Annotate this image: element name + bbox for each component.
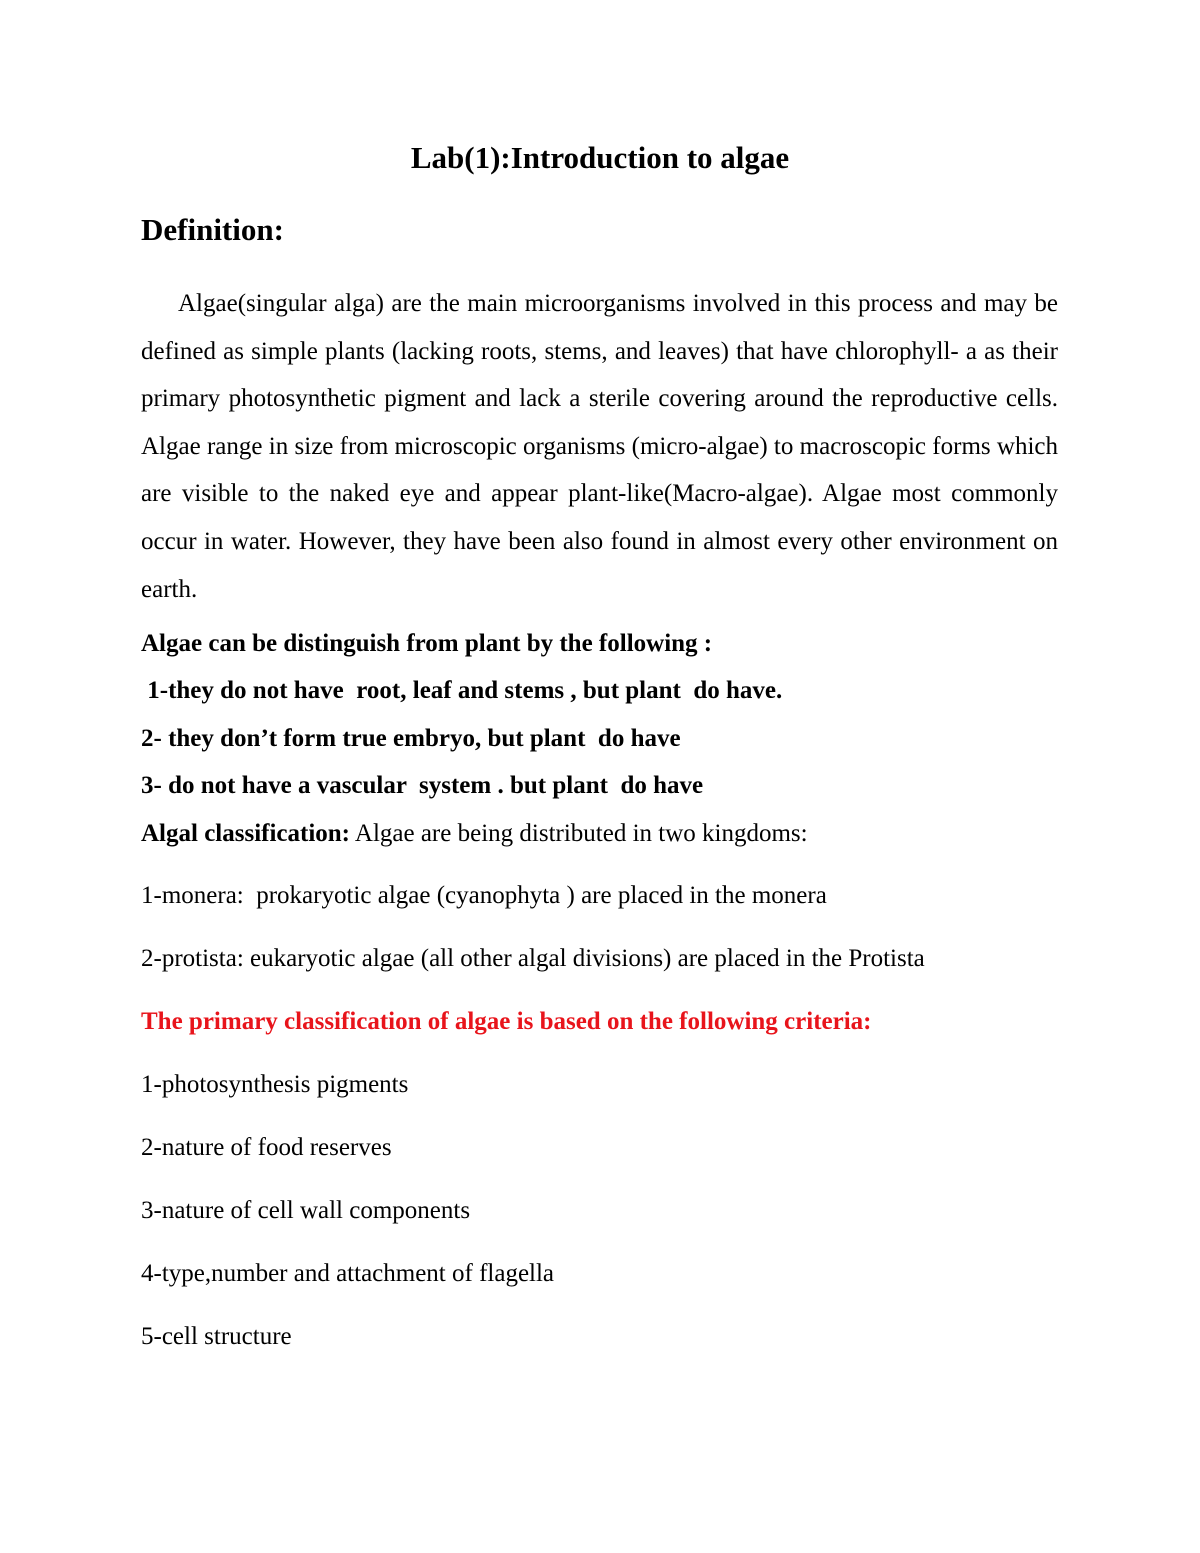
distinguish-item-2: 2- they don’t form true embryo, but plant do have [141, 725, 681, 752]
distinguish-item-1: 1-they do not have root, leaf and stems , but plant do have. [141, 677, 783, 704]
criteria-heading: The primary classification of algae is based on the following criteria: [141, 1008, 872, 1035]
distinguish-item-3: 3- do not have a vascular system . but plant do have [141, 772, 704, 799]
classification-label: Algal classification: [141, 820, 351, 847]
classification-line [141, 820, 808, 848]
page-title: Lab(1):Introduction to algae [410, 140, 790, 175]
classification-item-1: 1-monera: prokaryotic algae (cyanophyta ) are placed in the monera [141, 882, 827, 909]
definition-paragraph: Algae(singular alga) are the main microorganisms involved in this process and may be defined as simple plants (lacking roots, stems, and leaves) that have chlorophyll- a as their primary photosynthetic pigment and lack a sterile covering around the reproductive cells. Algae range in size from microscopic organisms (micro-algae) to macroscopic forms which are visible to the naked eye and appear plant-like(Macro-algae). Algae most commonly occur in water. However, they have been also found in almost every other environment on earth. [141, 290, 1058, 603]
criteria-item-4: 4-type,number and attachment of flagella [141, 1260, 555, 1287]
criteria-item-1: 1-photosynthesis pigments [141, 1071, 409, 1098]
criteria-item-3: 3-nature of cell wall components [141, 1197, 471, 1224]
distinguish-heading: Algae can be distinguish from plant by the following : [141, 630, 713, 657]
classification-text: Algae are being distributed in two kingdoms: [350, 820, 808, 847]
criteria-item-2: 2-nature of food reserves [141, 1134, 392, 1161]
criteria-item-5: 5-cell structure [141, 1323, 292, 1350]
definition-heading: Definition: [141, 212, 284, 247]
classification-item-2: 2-protista: eukaryotic algae (all other algal divisions) are placed in the Protista [141, 945, 925, 972]
